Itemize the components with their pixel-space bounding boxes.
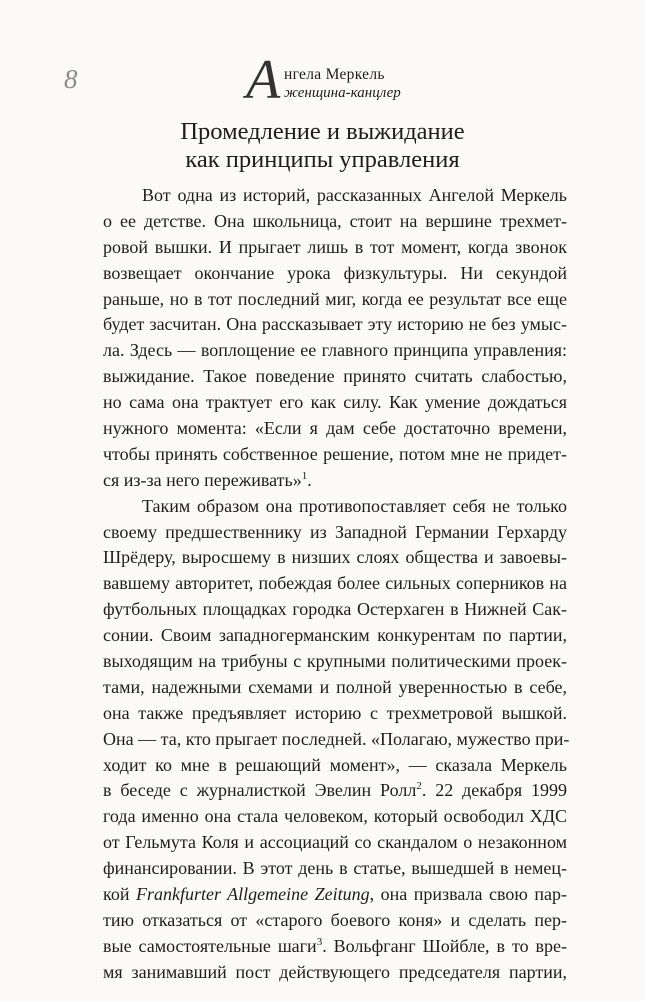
running-head-subtitle: женщина-канцлер	[284, 85, 401, 101]
text-line: возвещает окончание урока физкультуры. Ни секундой	[103, 262, 567, 283]
chapter-title-line: Промедление и выжидание	[180, 118, 465, 145]
text-line: ходит ко мне в решающий момент», — сказала Меркель	[103, 754, 567, 775]
text-line: футбольных площадках городка Остерхаген в Нижней Сак-	[103, 599, 567, 620]
chapter-title-line: как принципы управления	[185, 146, 460, 173]
text-run: вые самостоятельные шаги	[103, 935, 317, 956]
text-line	[103, 468, 567, 494]
text-line: вавшему авторитет, побеждая более сильных соперников на	[103, 573, 567, 594]
text-run: . 22 декабря 1999	[421, 780, 567, 801]
text-run: ся из-за него переживать»	[103, 469, 302, 490]
page-number: 8	[64, 64, 78, 94]
footnote-ref[interactable]: 3	[316, 935, 323, 948]
text-run: .	[307, 469, 312, 490]
chapter-title	[80, 118, 565, 174]
text-run: в беседе с журналисткой Эвелин Ролл	[103, 780, 417, 801]
text-line: своему предшественнику из Западной Германии Герхарду	[103, 521, 567, 542]
text-line	[103, 778, 567, 804]
text-run: , она призвала свою пар-	[369, 884, 567, 905]
text-line: ровой вышки. И прыгает лишь в тот момент, когда звонок	[103, 236, 567, 257]
text-line: выжидание. Такое поведение принято считать слабостью,	[103, 366, 567, 387]
running-head-author: нгела Меркель	[284, 66, 385, 83]
footnote-ref[interactable]: 2	[416, 780, 422, 793]
running-head	[244, 49, 444, 112]
text-line: раньше, но в тот последний миг, когда ее результат все еще	[103, 288, 567, 309]
text-line	[103, 882, 567, 908]
text-line: сонии. Своим западногерманским конкурентам по партии,	[103, 625, 567, 646]
running-head-monogram: А	[246, 49, 281, 111]
newspaper-title: Frankfurter Allgemeine Zeitung	[135, 884, 370, 905]
text-line: будет засчитан. Она рассказывает эту историю не без умыс-	[103, 314, 567, 335]
text-line: тию отказаться от «старого боевого коня» и сделать пер-	[103, 909, 567, 930]
text-line: тами, надежными схемами и полной уверенностью в себе,	[103, 676, 567, 697]
text-line: она также предъявляет историю с трехметровой вышкой.	[103, 702, 567, 723]
text-line: от Гельмута Коля и ассоциаций со скандалом о незаконном	[103, 832, 567, 853]
text-line: Она — та, кто прыгает последней. «Полагаю, мужество при-	[103, 728, 570, 749]
text-line: о ее детстве. Она школьница, стоит на вершине трехмет-	[103, 210, 567, 231]
text-line: Таким образом она противопоставляет себя не только	[142, 495, 567, 516]
text-line: финансировании. В этот день в статье, вышедшей в немец-	[103, 858, 567, 879]
text-line	[103, 934, 567, 960]
text-line: нужного момента: «Если я дам себе достаточно времени,	[103, 418, 567, 439]
footnote-ref[interactable]: 1	[301, 469, 308, 482]
text-line: чтобы принять собственное решение, потом мне не придет-	[103, 443, 567, 464]
body-text	[103, 183, 570, 986]
text-line: Вот одна из историй, рассказанных Ангелой Меркель	[142, 185, 567, 205]
text-line: мя занимавший пост действующего председателя партии,	[103, 961, 567, 982]
text-run: . Вольфганг Шойбле, в то вре-	[322, 935, 567, 956]
text-line: выходящим на трибуны с крупными политическими проек-	[103, 651, 567, 672]
text-line: Шрёдеру, выросшему в низших слоях общества и завоевы-	[103, 547, 567, 568]
text-run: кой	[103, 884, 136, 905]
text-line: но сама она трактует его как силу. Как умение дождаться	[103, 392, 567, 413]
text-line: года именно она стала человеком, который освободил ХДС	[103, 806, 567, 827]
text-line: ла. Здесь — воплощение ее главного принципа управления:	[103, 340, 567, 361]
